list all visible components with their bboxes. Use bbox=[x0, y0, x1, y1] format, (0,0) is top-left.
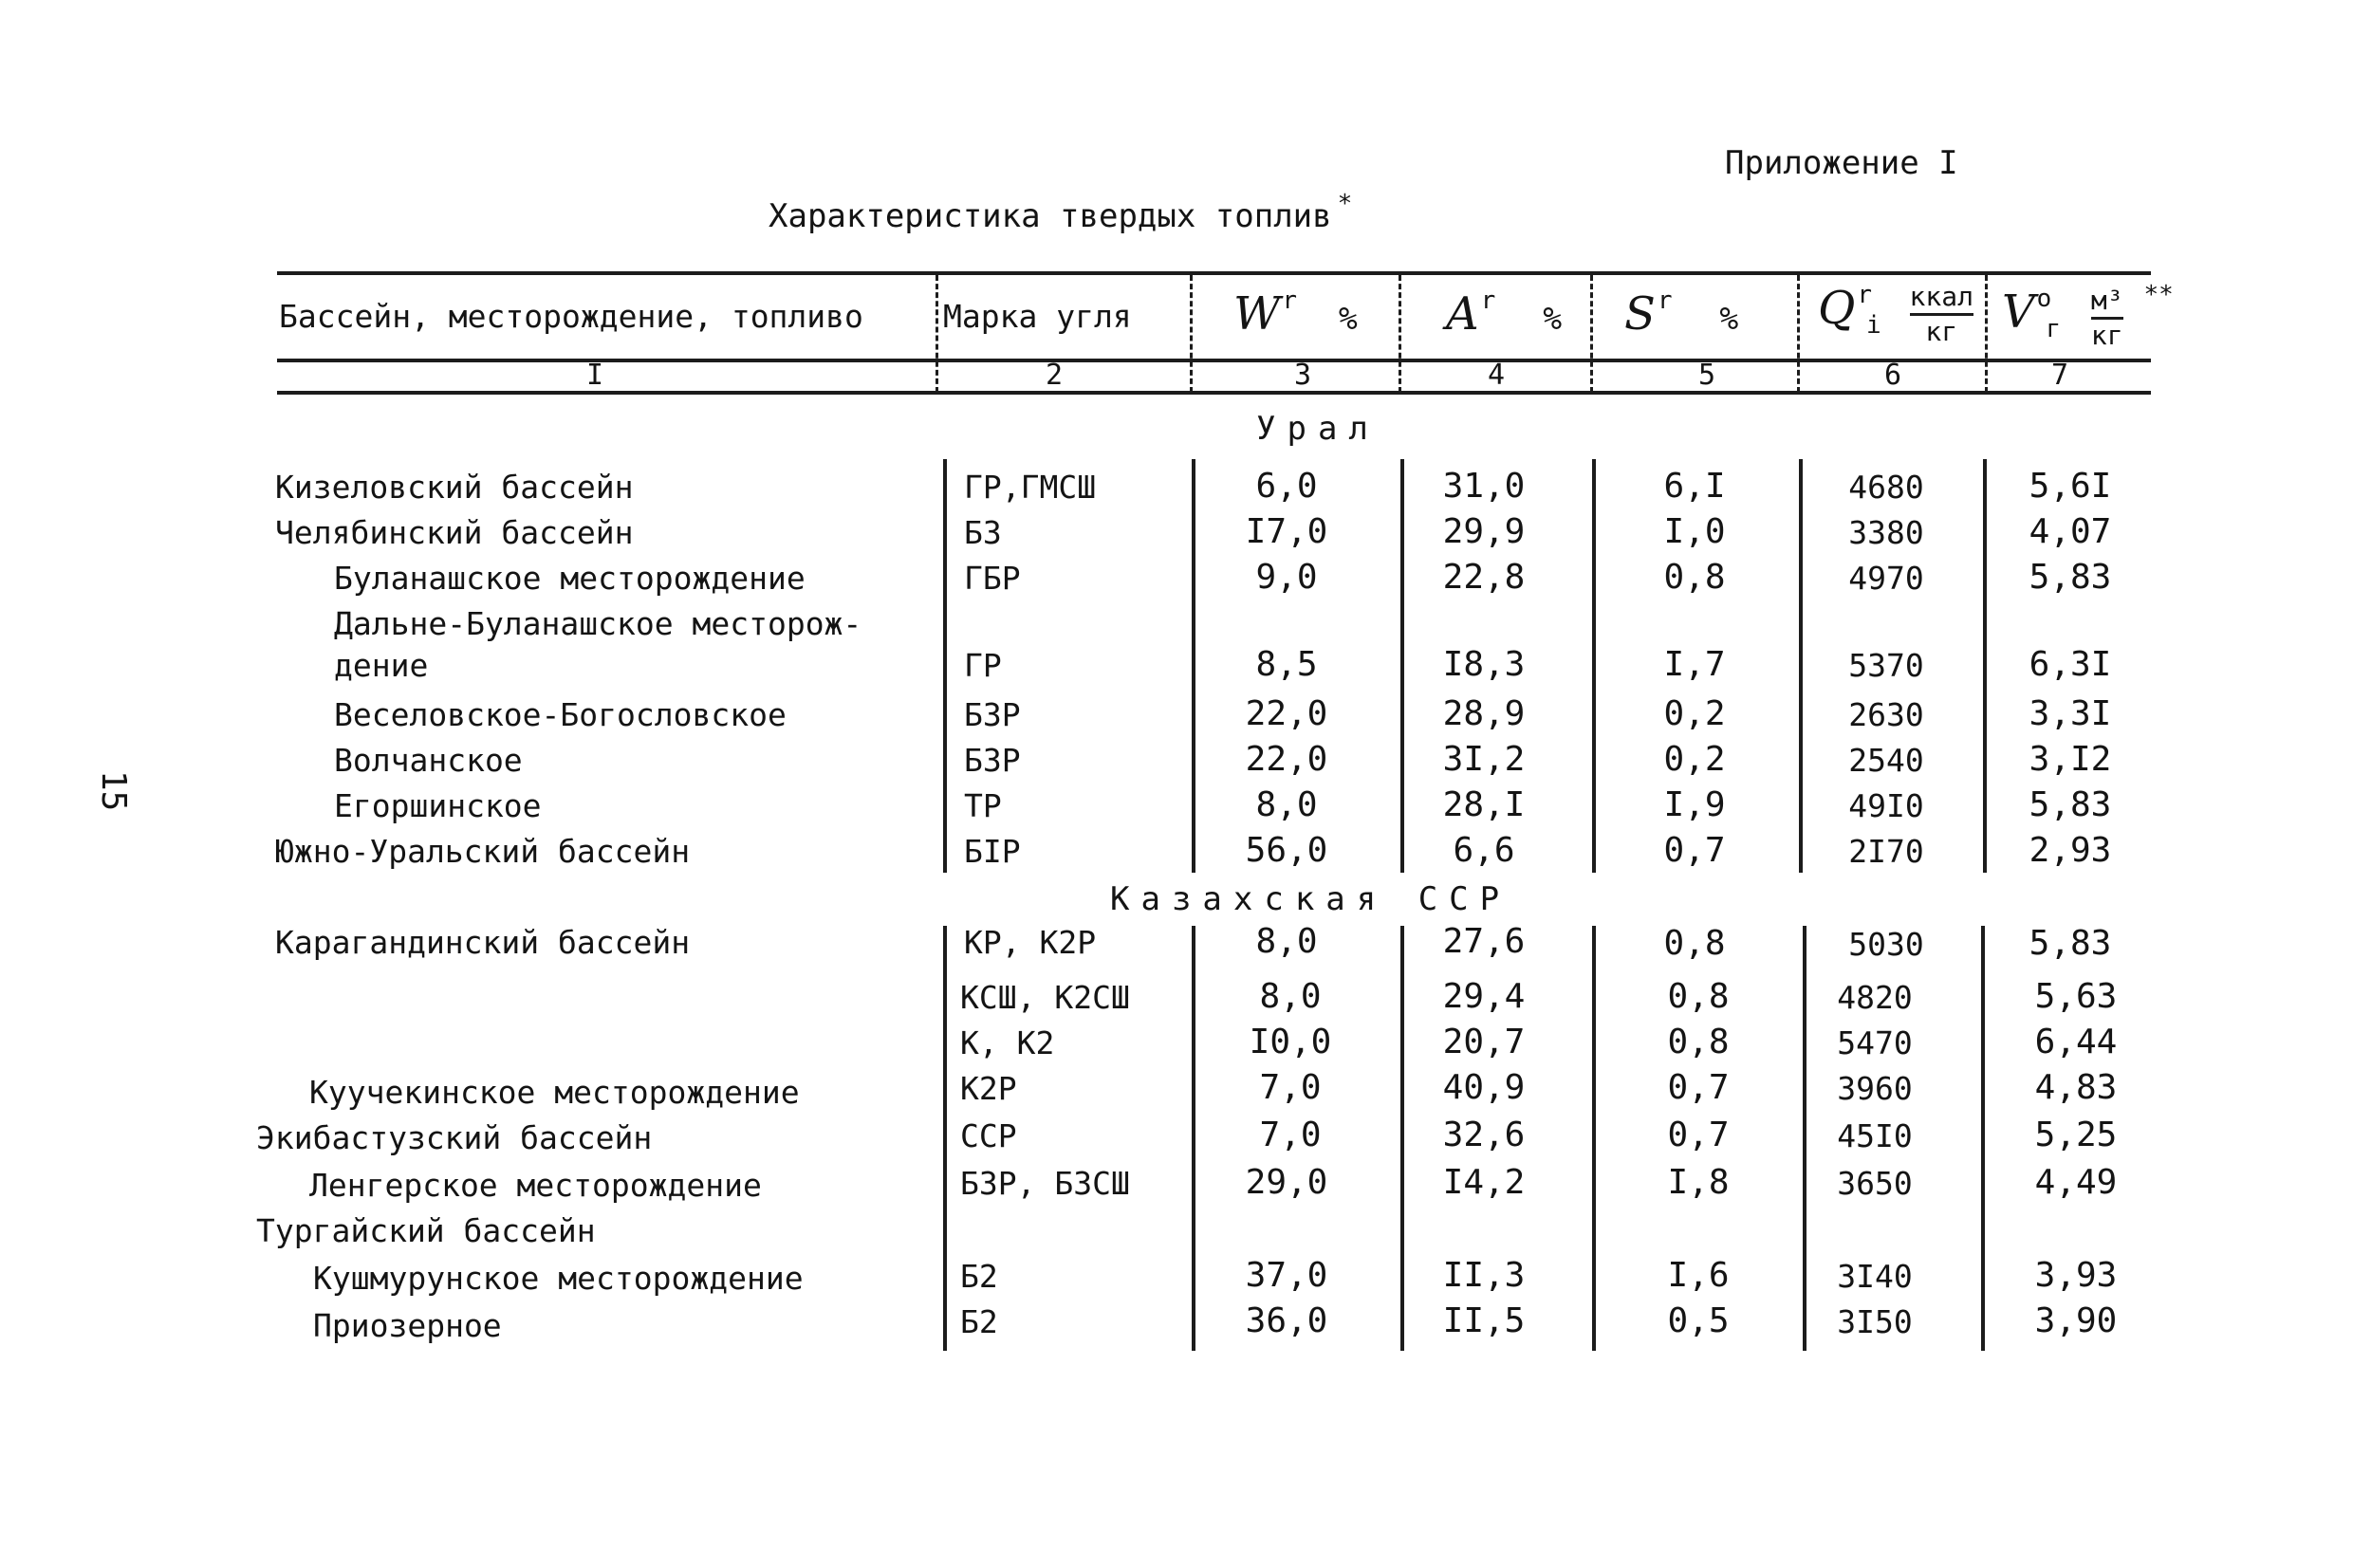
body-separator-1a bbox=[943, 459, 947, 873]
row-heat: 49I0 bbox=[1848, 787, 1924, 824]
heat-unit-bottom: кг bbox=[1925, 316, 1958, 347]
row-name: Приозерное bbox=[313, 1307, 502, 1344]
row-sulfur: 0,8 bbox=[1663, 924, 1726, 963]
row-sulfur: I,7 bbox=[1663, 645, 1726, 684]
row-volume: 4,07 bbox=[2029, 512, 2112, 551]
header-separator-5 bbox=[1797, 275, 1800, 393]
row-heat: 3380 bbox=[1848, 514, 1924, 551]
row-ash: 40,9 bbox=[1442, 1068, 1526, 1107]
volume-unit-mark: ** bbox=[2143, 281, 2174, 309]
row-heat: 4970 bbox=[1848, 560, 1924, 597]
table-title bbox=[769, 190, 1352, 235]
header-separator-1 bbox=[936, 275, 938, 393]
volume-sub: г bbox=[2046, 315, 2061, 343]
row-grade: К2Р bbox=[960, 1070, 1017, 1107]
row-ash: II,3 bbox=[1442, 1256, 1526, 1295]
row-sulfur: I,0 bbox=[1663, 512, 1726, 551]
row-volume: 3,3I bbox=[2029, 694, 2112, 733]
row-moisture: 6,0 bbox=[1255, 467, 1318, 506]
row-sulfur: I,8 bbox=[1667, 1163, 1730, 1202]
heat-sub: i bbox=[1866, 311, 1881, 340]
body-separator-2a bbox=[1192, 459, 1195, 873]
row-name: Волчанское bbox=[334, 742, 523, 779]
row-grade: Б3Р bbox=[964, 742, 1021, 779]
body-separator-1b bbox=[943, 926, 947, 1351]
header-separator-4 bbox=[1590, 275, 1593, 393]
row-volume: 5,83 bbox=[2029, 924, 2112, 963]
heat-sup: r bbox=[1857, 281, 1873, 309]
row-grade: Б3 bbox=[964, 514, 1002, 551]
row-volume: 3,93 bbox=[2034, 1256, 2118, 1295]
row-name: Карагандинский бассейн bbox=[275, 924, 691, 961]
row-heat: 3650 bbox=[1837, 1165, 1913, 1202]
header-col-basin: Бассейн, месторождение, топливо bbox=[279, 298, 863, 335]
ash-unit: % bbox=[1543, 300, 1563, 337]
row-grade: Б3Р bbox=[964, 696, 1021, 733]
title-text: Характеристика твердых топлив bbox=[769, 197, 1332, 235]
row-ash: I8,3 bbox=[1442, 645, 1526, 684]
row-volume: 5,63 bbox=[2034, 977, 2118, 1016]
header-col-volume bbox=[2002, 281, 2174, 352]
column-number-6: 6 bbox=[1884, 359, 1902, 392]
row-moisture: 8,0 bbox=[1255, 785, 1318, 824]
header-col-heat bbox=[1818, 281, 1973, 348]
row-ash: 6,6 bbox=[1453, 831, 1515, 870]
row-ash: II,5 bbox=[1442, 1301, 1526, 1340]
row-moisture: 9,0 bbox=[1255, 558, 1318, 597]
row-moisture: 7,0 bbox=[1259, 1116, 1322, 1154]
column-numbers-rule bbox=[277, 391, 2151, 395]
row-ash: 3I,2 bbox=[1442, 740, 1526, 779]
header-col-moisture bbox=[1233, 286, 1358, 341]
header-bottom-rule bbox=[277, 359, 2151, 362]
row-grade: КР, К2Р bbox=[964, 924, 1097, 961]
row-ash: 28,I bbox=[1442, 785, 1526, 824]
row-ash: 27,6 bbox=[1442, 922, 1526, 961]
row-moisture: 8,5 bbox=[1255, 645, 1318, 684]
row-grade: К, К2 bbox=[960, 1024, 1055, 1061]
row-name: Экибастузский бассейн bbox=[256, 1119, 653, 1156]
row-sulfur: 6,I bbox=[1663, 467, 1726, 506]
column-number-2: 2 bbox=[1046, 359, 1064, 392]
appendix-label: Приложение I bbox=[1725, 144, 1958, 182]
heat-unit bbox=[1910, 281, 1973, 348]
row-heat: 2I70 bbox=[1848, 833, 1924, 870]
row-heat: 5470 bbox=[1837, 1024, 1913, 1061]
row-volume: 5,6I bbox=[2029, 467, 2112, 506]
row-ash: 29,4 bbox=[1442, 977, 1526, 1016]
row-ash: 28,9 bbox=[1442, 694, 1526, 733]
row-moisture: 22,0 bbox=[1245, 740, 1328, 779]
volume-symbol: V bbox=[2002, 286, 2035, 339]
row-name: Егоршинское bbox=[334, 787, 542, 824]
row-heat: 4680 bbox=[1848, 469, 1924, 506]
volume-unit-top: м³ bbox=[2091, 285, 2123, 320]
row-name: Южно-Уральский бассейн bbox=[275, 833, 691, 870]
sulfur-symbol: S bbox=[1624, 287, 1656, 341]
row-moisture: 8,0 bbox=[1259, 977, 1322, 1016]
header-separator-3 bbox=[1399, 275, 1401, 393]
row-volume: 5,83 bbox=[2029, 558, 2112, 597]
title-footnote-mark: * bbox=[1337, 190, 1353, 218]
volume-unit bbox=[2091, 285, 2123, 352]
row-name: Челябинский бассейн bbox=[275, 514, 634, 551]
row-name: Буланашское месторождение bbox=[334, 560, 806, 597]
row-grade: ССР bbox=[960, 1117, 1017, 1154]
column-number-3: 3 bbox=[1294, 359, 1312, 392]
row-moisture: I0,0 bbox=[1249, 1023, 1332, 1061]
page-number: 15 bbox=[94, 770, 133, 812]
row-ash: I4,2 bbox=[1442, 1163, 1526, 1202]
row-sulfur: 0,8 bbox=[1663, 558, 1726, 597]
row-heat: 2540 bbox=[1848, 742, 1924, 779]
row-sulfur: 0,8 bbox=[1667, 977, 1730, 1016]
row-name: Ленгерское месторождение bbox=[309, 1167, 762, 1204]
row-grade: Б3Р, Б3СШ bbox=[960, 1165, 1130, 1202]
row-sulfur: I,6 bbox=[1667, 1256, 1730, 1295]
row-name: Кизеловский бассейн bbox=[275, 469, 634, 506]
row-volume: 3,I2 bbox=[2029, 740, 2112, 779]
row-heat: 2630 bbox=[1848, 696, 1924, 733]
row-heat: 45I0 bbox=[1837, 1117, 1913, 1154]
row-heat: 5030 bbox=[1848, 926, 1924, 963]
row-moisture: 8,0 bbox=[1255, 922, 1318, 961]
header-col-ash bbox=[1446, 286, 1562, 341]
row-ash: 29,9 bbox=[1442, 512, 1526, 551]
row-volume: 4,49 bbox=[2034, 1163, 2118, 1202]
row-ash: 32,6 bbox=[1442, 1116, 1526, 1154]
column-number-4: 4 bbox=[1488, 359, 1506, 392]
row-ash: 31,0 bbox=[1442, 467, 1526, 506]
row-sulfur: 0,2 bbox=[1663, 694, 1726, 733]
row-name: Куучекинское месторождение bbox=[309, 1074, 800, 1111]
column-number-7: 7 bbox=[2051, 359, 2069, 392]
row-grade: ТР bbox=[964, 787, 1002, 824]
row-moisture: 36,0 bbox=[1245, 1301, 1328, 1340]
row-moisture: 7,0 bbox=[1259, 1068, 1322, 1107]
row-grade: Б2 bbox=[960, 1303, 998, 1340]
row-sulfur: 0,7 bbox=[1667, 1116, 1730, 1154]
row-grade: ГБР bbox=[964, 560, 1021, 597]
body-separator-4a bbox=[1592, 459, 1596, 873]
volume-unit-bottom: кг bbox=[2090, 320, 2123, 351]
header-col-grade: Марка угля bbox=[943, 298, 1132, 335]
row-grade: ГР,ГМСШ bbox=[964, 469, 1097, 506]
row-sulfur: 0,8 bbox=[1667, 1023, 1730, 1061]
row-volume: 5,83 bbox=[2029, 785, 2112, 824]
heat-symbol: Q bbox=[1818, 282, 1856, 335]
row-moisture: 22,0 bbox=[1245, 694, 1328, 733]
sulfur-sup: r bbox=[1657, 286, 1673, 315]
row-volume: 4,83 bbox=[2034, 1068, 2118, 1107]
header-separator-2 bbox=[1190, 275, 1193, 393]
moisture-unit: % bbox=[1338, 300, 1358, 337]
header-top-rule bbox=[277, 271, 2151, 275]
row-name-continued: дение bbox=[334, 647, 429, 684]
row-name: Тургайский бассейн bbox=[256, 1212, 596, 1249]
row-name: Кушмурунское месторождение bbox=[313, 1260, 804, 1297]
row-grade: Б2 bbox=[960, 1258, 998, 1295]
moisture-symbol: W bbox=[1233, 287, 1281, 341]
row-volume: 3,90 bbox=[2034, 1301, 2118, 1340]
row-grade: ГР bbox=[964, 647, 1002, 684]
heat-unit-top: ккал bbox=[1910, 281, 1973, 316]
row-grade: КСШ, К2СШ bbox=[960, 979, 1130, 1016]
header-col-sulfur bbox=[1624, 286, 1738, 341]
body-separator-2b bbox=[1192, 926, 1195, 1351]
row-sulfur: 0,7 bbox=[1663, 831, 1726, 870]
row-moisture: 37,0 bbox=[1245, 1256, 1328, 1295]
row-heat: 3960 bbox=[1837, 1070, 1913, 1107]
row-heat: 3I50 bbox=[1837, 1303, 1913, 1340]
row-heat: 3I40 bbox=[1837, 1258, 1913, 1295]
row-volume: 2,93 bbox=[2029, 831, 2112, 870]
header-separator-6 bbox=[1985, 275, 1988, 393]
sulfur-unit: % bbox=[1719, 300, 1739, 337]
column-number-1: I bbox=[586, 359, 604, 392]
column-number-5: 5 bbox=[1698, 359, 1716, 392]
body-separator-4b bbox=[1592, 926, 1596, 1351]
row-sulfur: 0,5 bbox=[1667, 1301, 1730, 1340]
section-heading-kazakh: Казахская ССР bbox=[1110, 880, 1511, 918]
row-volume: 5,25 bbox=[2034, 1116, 2118, 1154]
row-ash: 20,7 bbox=[1442, 1023, 1526, 1061]
row-moisture: 29,0 bbox=[1245, 1163, 1328, 1202]
row-name: Дальне-Буланашское месторож- bbox=[334, 605, 862, 642]
moisture-sup: r bbox=[1282, 286, 1297, 315]
section-heading-ural: Урал bbox=[1256, 410, 1380, 448]
row-volume: 6,3I bbox=[2029, 645, 2112, 684]
ash-symbol: A bbox=[1446, 287, 1479, 341]
row-sulfur: 0,2 bbox=[1663, 740, 1726, 779]
row-heat: 4820 bbox=[1837, 979, 1913, 1016]
row-heat: 5370 bbox=[1848, 647, 1924, 684]
row-sulfur: 0,7 bbox=[1667, 1068, 1730, 1107]
row-volume: 6,44 bbox=[2034, 1023, 2118, 1061]
row-grade: БIР bbox=[964, 833, 1021, 870]
row-name: Веселовское-Богословское bbox=[334, 696, 787, 733]
row-sulfur: I,9 bbox=[1663, 785, 1726, 824]
row-moisture: 56,0 bbox=[1245, 831, 1328, 870]
row-ash: 22,8 bbox=[1442, 558, 1526, 597]
volume-sup: o bbox=[2036, 285, 2052, 313]
body-separator-6b bbox=[1981, 926, 1985, 1351]
ash-sup: r bbox=[1480, 286, 1496, 315]
row-moisture: I7,0 bbox=[1245, 512, 1328, 551]
